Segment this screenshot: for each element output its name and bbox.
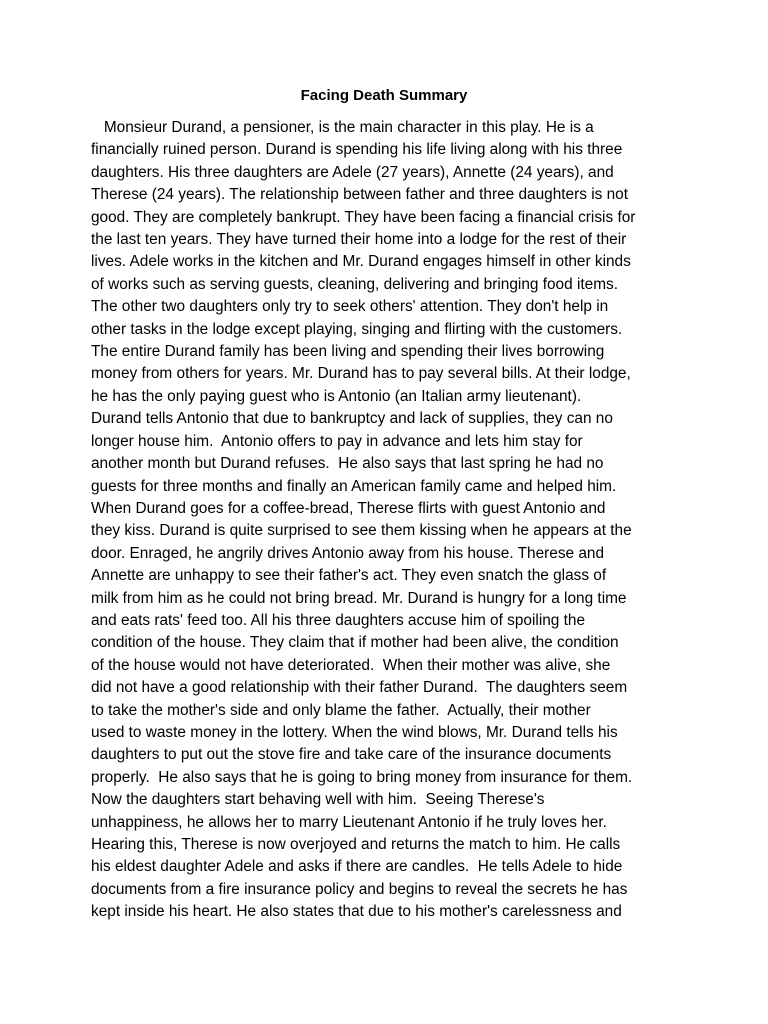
text-line: door. Enraged, he angrily drives Antonio away from his house. Therese and [91,544,605,562]
text-line: he has the only paying guest who is Antonio (an Italian army lieutenant). [91,387,582,405]
text-line: Hearing this, Therese is now overjoyed and returns the match to him. He calls [91,836,621,853]
text-line: The entire Durand family has been living and spending their lives borrowing [91,343,605,361]
text-line: and eats rats' feed too. All his three daughters accuse him of spoiling the [91,611,586,629]
summary-paragraph [91,117,683,924]
text-line: longer house him. Antonio offers to pay in advance and lets him stay for [91,432,583,450]
text-line: Durand tells Antonio that due to bankruptcy and lack of supplies, they can no [91,410,613,428]
text-line: other tasks in the lodge except playing, singing and flirting with the customers. [91,320,623,338]
text-line: used to waste money in the lottery. When the wind blows, Mr. Durand tells his [91,723,618,741]
text-line: documents from a fire insurance policy and begins to reveal the secrets he has [91,880,628,898]
text-line: Therese (24 years). The relationship between father and three daughters is not [91,186,628,204]
text-line: of the house would not have deteriorated. When their mother was alive, she [91,656,611,674]
text-line: daughters. His three daughters are Adele (27 years), Annette (24 years), and [91,163,614,181]
text-line: Now the daughters start behaving well with him. Seeing Therese's [91,791,545,809]
text-line: unhappiness, he allows her to marry Lieutenant Antonio if he truly loves her. [91,813,607,831]
text-line: they kiss. Durand is quite surprised to see them kissing when he appears at the [91,522,632,540]
text-line: properly. He also says that he is going to bring money from insurance for them. [91,768,633,786]
text-line: Annette are unhappy to see their father's act. They even snatch the glass of [91,567,607,585]
text-line: good. They are completely bankrupt. They have been facing a financial crisis for [91,208,636,226]
text-line: Monsieur Durand, a pensioner, is the main character in this play. He is a [91,119,594,136]
text-line: milk from him as he could not bring bread. Mr. Durand is hungry for a long time [91,589,627,607]
text-line: of works such as serving guests, cleaning, delivering and bringing food items. [91,275,618,293]
text-line: another month but Durand refuses. He also says that last spring he had no [91,455,604,473]
text-line: lives. Adele works in the kitchen and Mr. Durand engages himself in other kinds [91,253,631,271]
text-line: his eldest daughter Adele and asks if there are candles. He tells Adele to hide [91,858,623,876]
document-title: Facing Death Summary [300,87,468,104]
text-line: condition of the house. They claim that if mother had been alive, the condition [91,634,619,652]
text-line: kept inside his heart. He also states that due to his mother's carelessness and [91,903,622,921]
text-line: did not have a good relationship with their father Durand. The daughters seem [91,679,628,697]
text-line: The other two daughters only try to seek others' attention. They don't help in [91,298,609,316]
text-line: money from others for years. Mr. Durand has to pay several bills. At their lodge, [91,365,631,383]
text-line: financially ruined person. Durand is spending his life living along with his three [91,141,623,159]
text-line: guests for three months and finally an American family came and helped him. [91,477,617,495]
text-line: When Durand goes for a coffee-bread, Therese flirts with guest Antonio and [91,499,606,517]
text-line: daughters to put out the stove fire and take care of the insurance documents [91,746,612,764]
text-line: the last ten years. They have turned their home into a lodge for the rest of their [91,231,627,249]
text-line: to take the mother's side and only blame the father. Actually, their mother [91,701,591,719]
